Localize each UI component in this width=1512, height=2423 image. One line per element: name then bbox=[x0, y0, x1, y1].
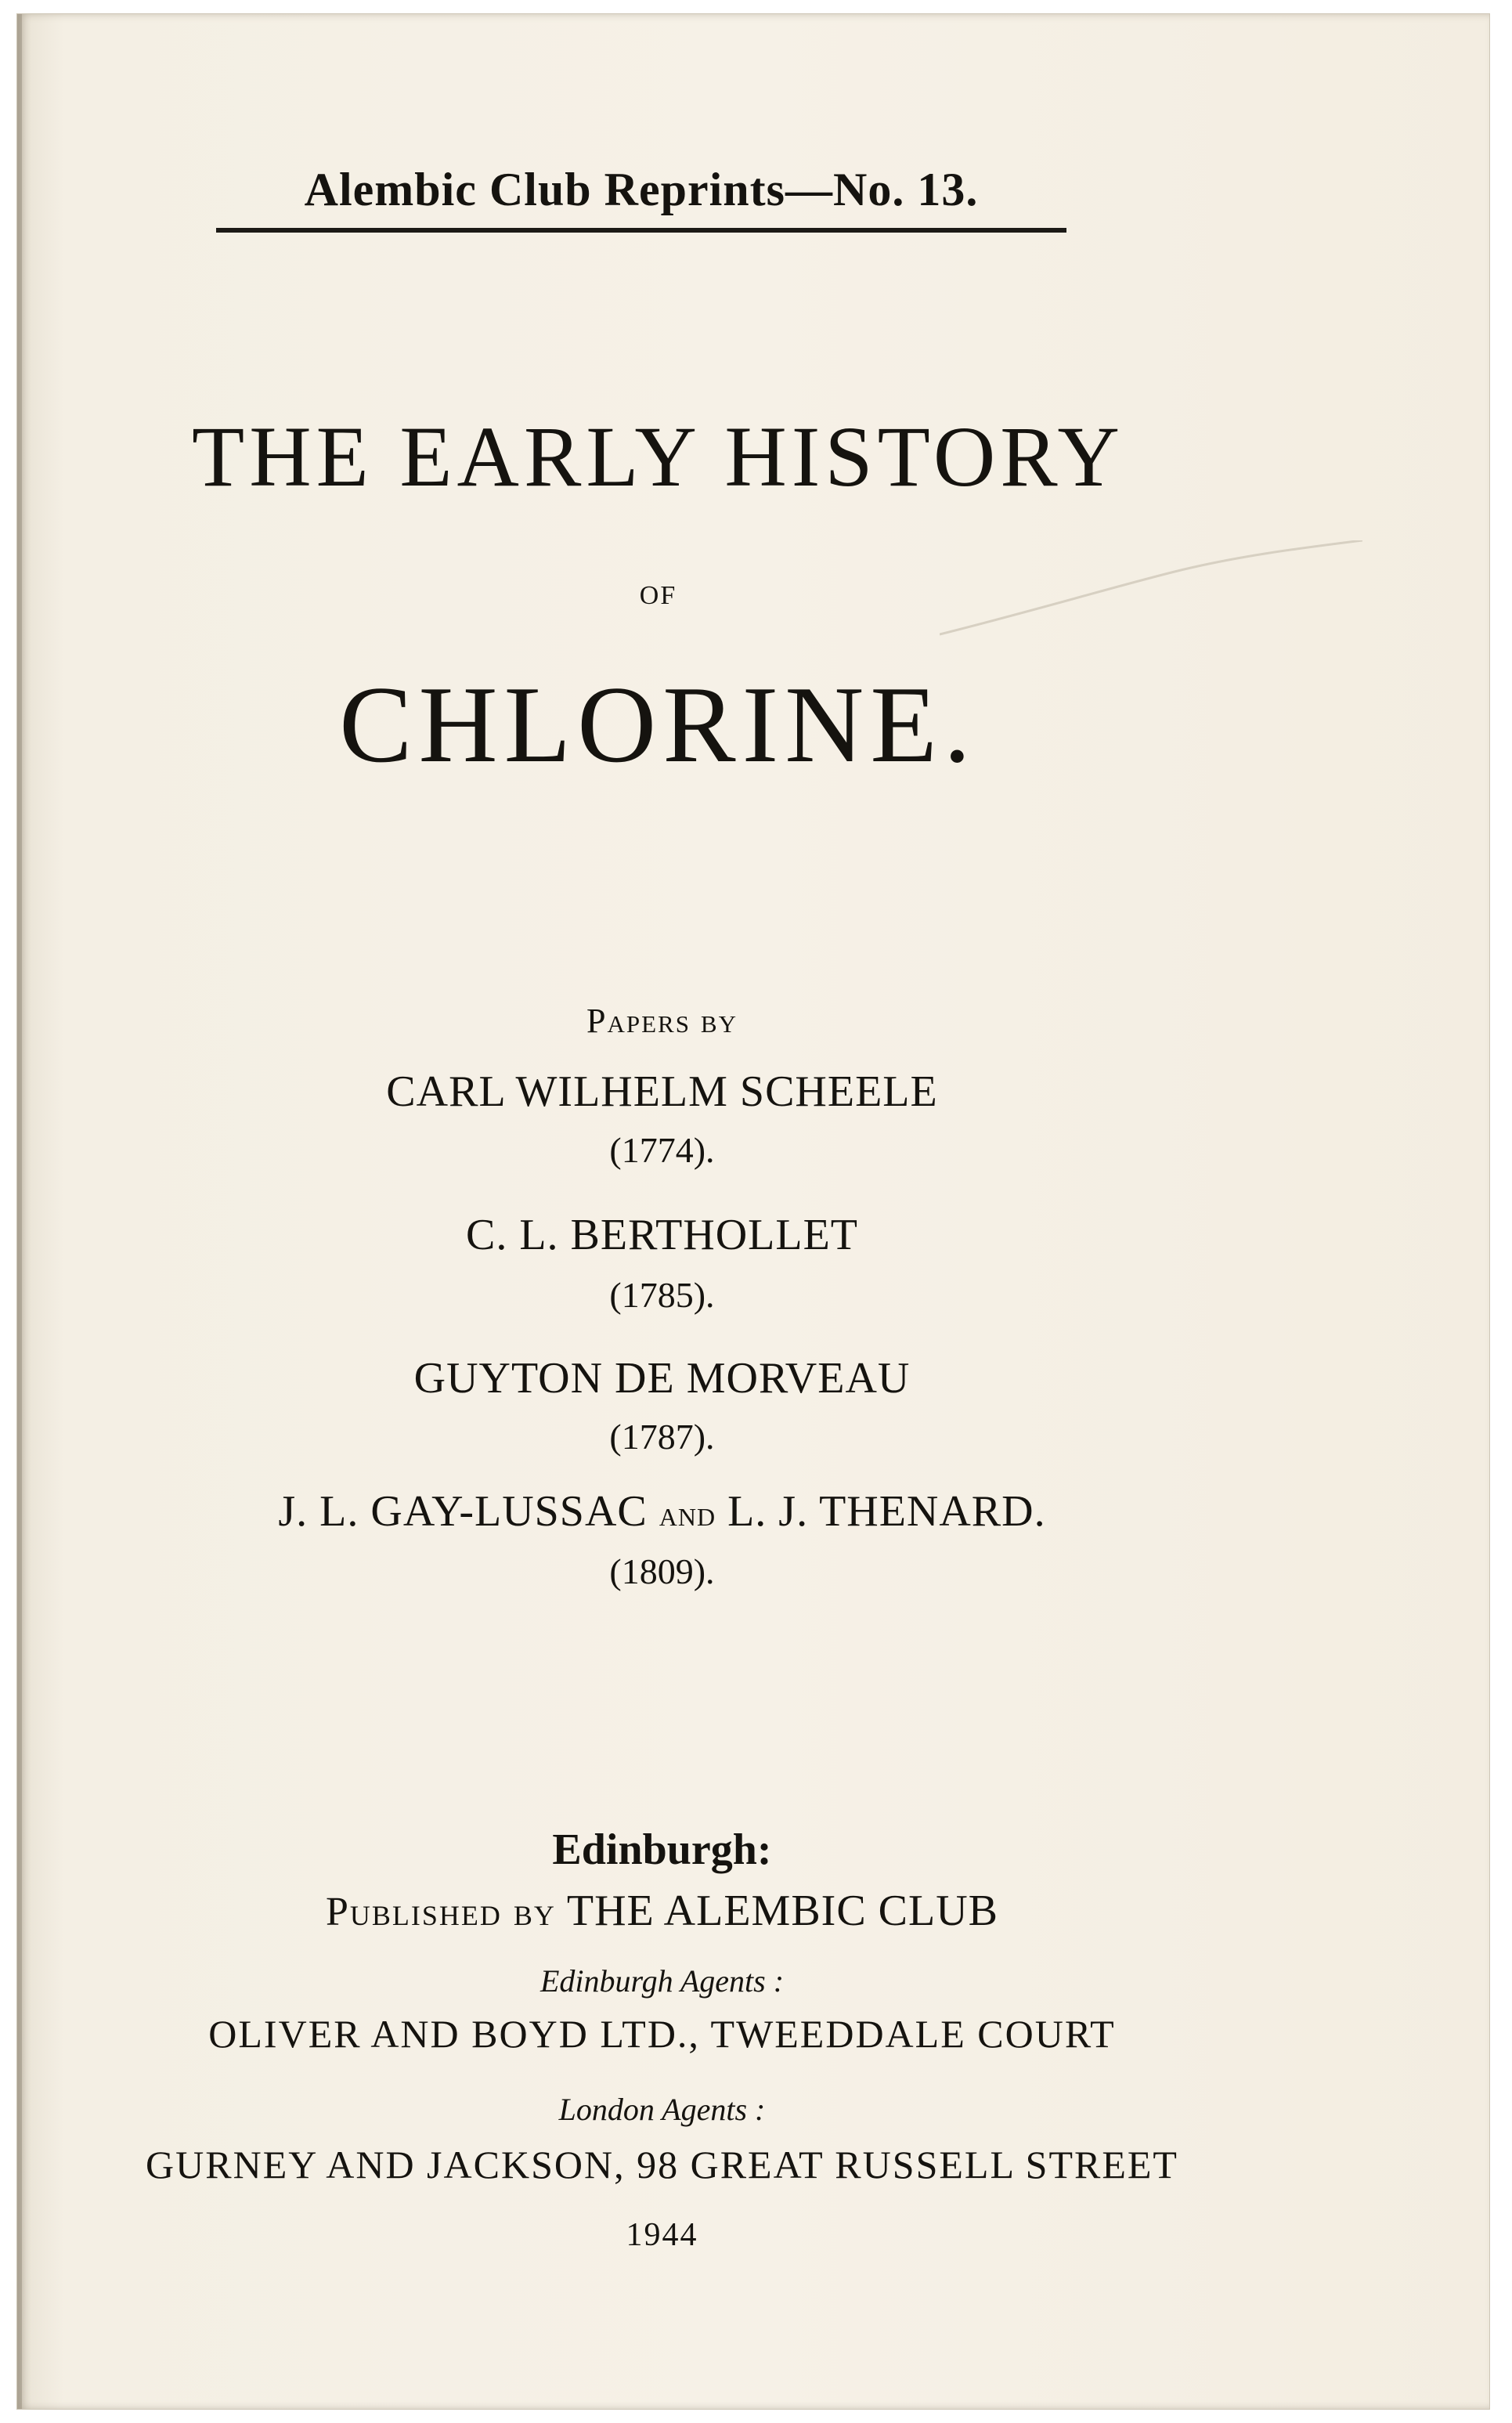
author-scheele: CARL WILHELM SCHEELE bbox=[386, 1067, 938, 1116]
year-berthollet: (1785). bbox=[609, 1275, 715, 1315]
author-gay-lussac: J. L. GAY-LUSSAC bbox=[278, 1487, 648, 1536]
author-thenard: L. J. THENARD. bbox=[727, 1487, 1046, 1536]
author-guyton-de-morveau: GUYTON DE MORVEAU bbox=[413, 1354, 911, 1403]
edinburgh-agents-label: Edinburgh Agents : bbox=[539, 1963, 785, 1999]
book-title-line-1: THE EARLY HISTORY bbox=[192, 409, 1124, 504]
publisher-name: THE ALEMBIC CLUB bbox=[566, 1887, 999, 1935]
year-gay-lussac-thenard: (1809). bbox=[609, 1551, 715, 1591]
author-gay-lussac-thenard bbox=[0, 1486, 1418, 1536]
london-agents: GURNEY AND JACKSON, 98 GREAT RUSSELL STREET bbox=[146, 2143, 1178, 2186]
papers-by-label: Papers by bbox=[586, 1002, 738, 1040]
publication-year: 1944 bbox=[626, 2217, 698, 2253]
published-by-label: Published by bbox=[325, 1890, 556, 1934]
published-by-line bbox=[0, 1886, 1418, 1936]
imprint-place: Edinburgh: bbox=[552, 1825, 772, 1874]
book-title-of: OF bbox=[639, 581, 677, 610]
series-heading: Alembic Club Reprints—No. 13. bbox=[216, 163, 1066, 233]
london-agents-label: London Agents : bbox=[558, 2092, 766, 2127]
edinburgh-agents: OLIVER AND BOYD LTD., TWEEDDALE COURT bbox=[208, 2012, 1116, 2056]
author-berthollet: C. L. BERTHOLLET bbox=[465, 1211, 859, 1259]
year-scheele: (1774). bbox=[609, 1130, 715, 1170]
year-guyton-de-morveau: (1787). bbox=[609, 1417, 715, 1457]
book-title-line-2: CHLORINE. bbox=[339, 664, 977, 785]
and-conjunction: and bbox=[659, 1493, 716, 1533]
